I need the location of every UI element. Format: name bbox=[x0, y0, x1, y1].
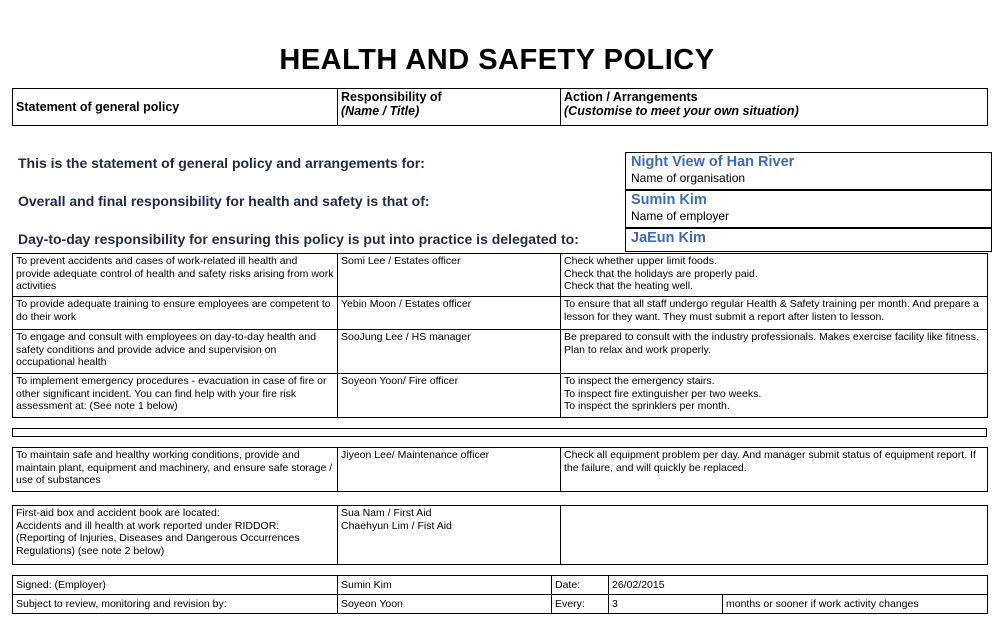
delegate-name-field[interactable] bbox=[625, 228, 992, 252]
policy-responsible[interactable]: Soyeon Yoon/ Fire officer bbox=[338, 374, 561, 418]
review-label: Subject to review, monitoring and revision by: bbox=[13, 595, 338, 614]
header-statement bbox=[13, 89, 338, 126]
action-line: Check whether upper limit foods. bbox=[564, 255, 717, 267]
table-row bbox=[13, 448, 988, 492]
statement-employer-question: Overall and final responsibility for health and safety is that of: bbox=[18, 193, 430, 209]
policy-responsible[interactable]: SooJung Lee / HS manager bbox=[338, 330, 561, 374]
first-aid-table bbox=[12, 505, 988, 565]
policy-statement: To prevent accidents and cases of work-related ill health and provide adequate control of health and safety risks arising from work activities bbox=[13, 254, 338, 297]
policy-statement: To implement emergency procedures - evacuation in case of fire or other significant incident. You can find help with your fire risk assessment at: (See note 1 below) bbox=[13, 374, 338, 418]
every-label: Every: bbox=[552, 595, 609, 614]
policy-responsible[interactable]: Somi Lee / Estates officer bbox=[338, 254, 561, 297]
action-line: Be prepared to consult with the industry professionals. Makes exercise facility like fitness. Plan to relax and work properly. bbox=[564, 331, 979, 356]
first-aid-responsible[interactable] bbox=[338, 506, 561, 565]
table-row bbox=[13, 595, 988, 614]
organisation-name-caption: Name of organisation bbox=[631, 171, 746, 185]
employer-name-field[interactable] bbox=[625, 190, 992, 228]
review-value[interactable]: Soyeon Yoon bbox=[338, 595, 552, 614]
header-responsibility-title: Responsibility of bbox=[341, 90, 442, 104]
statement-organisation-question: This is the statement of general policy and arrangements for: bbox=[18, 155, 425, 171]
signed-label: Signed: (Employer) bbox=[13, 576, 338, 595]
maintenance-table bbox=[12, 447, 988, 492]
table-row bbox=[13, 576, 988, 595]
organisation-name-field[interactable] bbox=[625, 152, 992, 190]
table-row bbox=[13, 254, 988, 297]
maintenance-statement: To maintain safe and healthy working conditions, provide and maintain plant, equipment and machinery, and ensure safe storage / use of substances bbox=[13, 448, 338, 492]
blank-row-table bbox=[12, 428, 987, 437]
action-line: Check that the holidays are properly paid. bbox=[564, 267, 758, 280]
policy-responsible[interactable]: Yebin Moon / Estates officer bbox=[338, 297, 561, 330]
delegate-name-value: JaEun Kim bbox=[631, 230, 706, 246]
employer-name-caption: Name of employer bbox=[631, 209, 730, 223]
header-action bbox=[561, 89, 988, 126]
first-aid-statement: First-aid box and accident book are located: Accidents and ill health at work reported under RIDDOR: (Reporting of Injuries, Diseases and Dangerous Occurrences Regulations) (see note 2 below) bbox=[13, 506, 338, 565]
action-line: To inspect fire extinguisher per two weeks. bbox=[564, 387, 762, 400]
blank-row bbox=[13, 429, 987, 437]
policy-statement: To provide adequate training to ensure employees are competent to do their work bbox=[13, 297, 338, 330]
date-label: Date: bbox=[552, 576, 609, 595]
header-responsibility-sub: (Name / Title) bbox=[341, 104, 420, 118]
header-statement-label: Statement of general policy bbox=[16, 100, 180, 114]
policy-table bbox=[12, 253, 988, 418]
policy-actions[interactable] bbox=[561, 374, 988, 418]
employer-name-value: Sumin Kim bbox=[631, 192, 707, 208]
every-suffix: months or sooner if work activity changes bbox=[723, 595, 988, 614]
header-responsibility bbox=[338, 89, 561, 126]
first-aid-person: Chaehyun Lim / Fist Aid bbox=[341, 519, 452, 532]
maintenance-action[interactable]: Check all equipment problem per day. And manager submit status of equipment report. If the failure, and will quickly be replaced. bbox=[561, 448, 988, 492]
policy-actions[interactable] bbox=[561, 297, 988, 330]
table-row bbox=[13, 297, 988, 330]
header-table bbox=[12, 88, 988, 126]
action-line: Check that the heating well. bbox=[564, 280, 693, 292]
action-line: To inspect the sprinklers per month. bbox=[564, 400, 730, 412]
statement-delegate-question: Day-to-day responsibility for ensuring this policy is put into practice is delegated to: bbox=[18, 231, 579, 247]
page-title: HEALTH AND SAFETY POLICY bbox=[279, 44, 715, 76]
action-line: To inspect the emergency stairs. bbox=[564, 375, 715, 387]
table-row bbox=[13, 506, 988, 565]
every-value[interactable]: 3 bbox=[609, 595, 723, 614]
date-value[interactable]: 26/02/2015 bbox=[609, 576, 988, 595]
header-action-sub: (Customise to meet your own situation) bbox=[564, 104, 799, 118]
action-line: To ensure that all staff undergo regular Health & Safety training per month. And prepare a lesson for they want. They must submit a report after listen to lesson. bbox=[564, 298, 979, 323]
maintenance-responsible[interactable]: Jiyeon Lee/ Maintenance officer bbox=[338, 448, 561, 492]
policy-actions[interactable] bbox=[561, 330, 988, 374]
table-row bbox=[13, 374, 988, 418]
signature-table bbox=[12, 575, 988, 614]
policy-actions[interactable] bbox=[561, 254, 988, 297]
policy-statement: To engage and consult with employees on day-to-day health and safety conditions and provide advice and supervision on occupational health bbox=[13, 330, 338, 374]
table-row bbox=[13, 330, 988, 374]
organisation-name-value: Night View of Han River bbox=[631, 154, 795, 170]
first-aid-person: Sua Nam / First Aid bbox=[341, 507, 432, 519]
header-action-title: Action / Arrangements bbox=[564, 90, 698, 104]
signed-value[interactable]: Sumin Kim bbox=[338, 576, 552, 595]
first-aid-action[interactable] bbox=[561, 506, 988, 565]
